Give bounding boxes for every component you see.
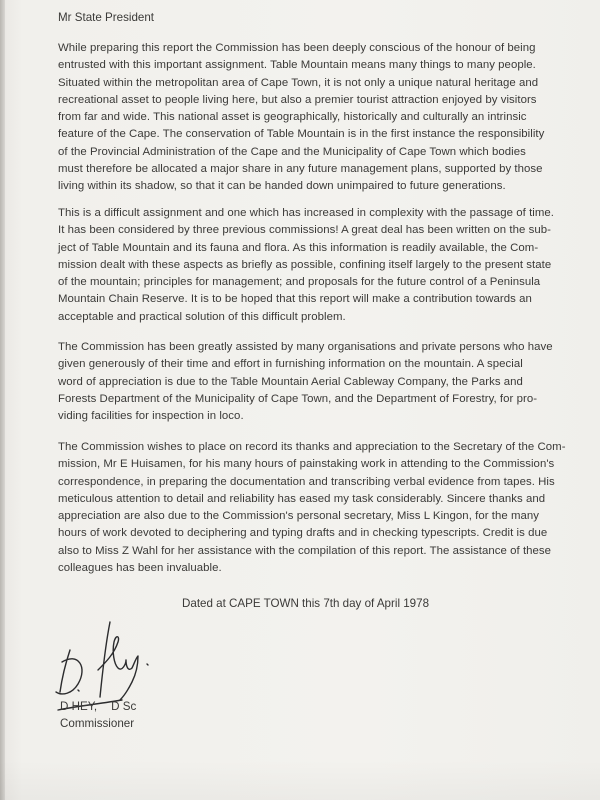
page-shading: [0, 760, 600, 800]
text-line: Mountain Chain Reserve. It is to be hoped that this report will make a contribution towards an: [58, 293, 532, 306]
text-line: Situated within the metropolitan area of Cape Town, it is not only a unique natural heritage and: [58, 76, 539, 89]
text-line: The Commission wishes to place on record its thanks and appreciation to the Secretary of the Com-: [58, 441, 566, 453]
text-line: While preparing this report the Commission has been deeply conscious of the honour of being: [58, 42, 536, 54]
text-line: acceptable and practical solution of this difficult problem.: [58, 310, 346, 323]
page-binding-edge: [0, 0, 5, 800]
text-line: given generously of their time and effort in furnishing information on the mountain. A special: [58, 358, 523, 371]
text-line: also to Miss Z Wahl for her assistance with the compilation of this report. The assistance of these: [58, 544, 552, 557]
text-line: It has been considered by three previous commissions! A great deal has been written on the sub-: [58, 224, 551, 237]
text-line: recreational asset to people living here, but also a premier tourist attraction enjoyed by visitors: [58, 93, 537, 106]
text-line: feature of the Cape. The conservation of Table Mountain is in the first instance the responsibility: [58, 128, 545, 141]
text-line: entrusted with this important assignment. Table Mountain means many things to many people.: [58, 59, 536, 72]
signatory-title: Commissioner: [60, 717, 135, 730]
signatory-name: [60, 700, 136, 713]
text-line: viding facilities for inspection in loco.: [58, 410, 244, 423]
text-line: meticulous attention to detail and reliability has eased my task considerably. Sincere thanks and: [58, 492, 546, 505]
text-line: of the Provincial Administration of the Cape and the Municipality of Cape Town which bodies: [58, 145, 526, 158]
text-line: of the mountain; principles for management; and proposals for the future control of a Peninsula: [58, 276, 541, 289]
text-line: must therefore be allocated a major share in any future management plans, supported by those: [58, 163, 543, 176]
text-line: colleagues has been invaluable.: [58, 562, 222, 575]
text-line: living within its shadow, so that it can be handed down unimpaired to future generations.: [58, 180, 506, 193]
dated-line: Dated at CAPE TOWN this 7th day of April 1978: [182, 597, 430, 610]
text-line: Forests Department of the Municipality of Cape Town, and the Department of Forestry, for pro-: [58, 392, 538, 405]
paragraph-4: [58, 439, 572, 577]
signatory-surname: D HEY,: [60, 700, 98, 713]
paragraph-3: [58, 339, 572, 425]
paragraph-1: [58, 40, 572, 196]
text-line: appreciation are also due to the Commission's personal secretary, Miss L Kingon, for the many: [58, 510, 540, 523]
text-line: mission dealt with these aspects as briefly as possible, confining itself largely to the present state: [58, 258, 552, 271]
text-line: The Commission has been greatly assisted by many organisations and private persons who have: [58, 341, 553, 353]
text-line: word of appreciation is due to the Table Mountain Aerial Cableway Company, the Parks and: [58, 375, 523, 388]
text-line: ject of Table Mountain and its fauna and flora. As this information is readily available, the Com-: [58, 241, 539, 254]
text-line: hours of work devoted to deciphering and typing drafts and in checking typescripts. Credit is due: [58, 527, 548, 540]
text-line: from far and wide. This national asset is geographically, historically and culturally an intrinsic: [58, 111, 527, 124]
signatory-degree: D Sc: [111, 700, 137, 713]
text-line: This is a difficult assignment and one which has increased in complexity with the passage of time.: [58, 207, 555, 219]
text-line: correspondence, in preparing the documentation and transcribing verbal evidence from tapes. His: [58, 475, 555, 488]
paragraph-2: [58, 205, 572, 326]
handwritten-signature: [48, 612, 168, 712]
text-line: mission, Mr E Huisamen, for his many hours of painstaking work in attending to the Commission's: [58, 458, 555, 471]
salutation: Mr State President: [58, 11, 155, 24]
